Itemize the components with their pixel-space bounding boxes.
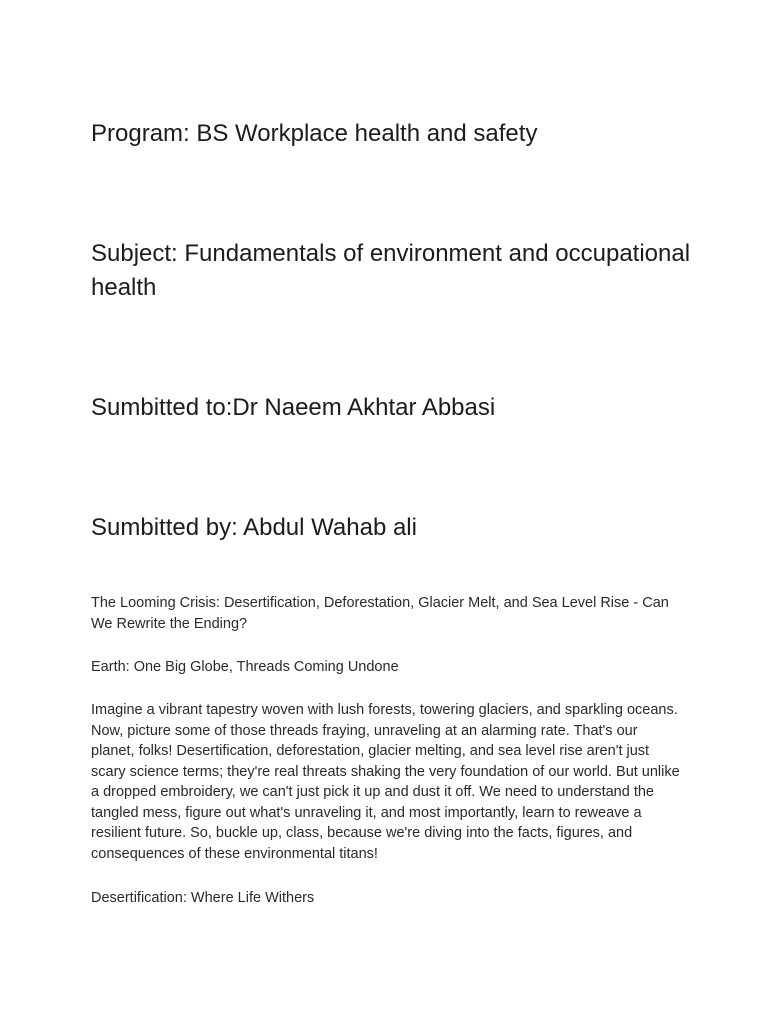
program-heading: Program: BS Workplace health and safety [91,120,538,147]
submitted-to-heading: Sumbitted to:Dr Naeem Akhtar Abbasi [91,394,496,421]
subsection-heading: Desertification: Where Life Withers [91,890,315,906]
submitted-by-heading: Sumbitted by: Abdul Wahab ali [91,514,417,541]
section-heading: Earth: One Big Globe, Threads Coming Undone [91,659,399,675]
document-title: The Looming Crisis: Desertification, Deforestation, Glacier Melt, and Sea Level Rise - Can We Rewrite the Ending? [91,595,669,632]
intro-paragraph: Imagine a vibrant tapestry woven with lush forests, towering glaciers, and sparkling oceans. Now, picture some of those threads fraying, unraveling at an alarming rate. That's our planet, folks! Desertification, deforestation, glacier melting, and sea level rise aren't just scary science terms; they're real threats shaking the very foundation of our world. But unlike a dropped embroidery, we can't just pick it up and dust it off. We need to understand the tangled mess, figure out what's unraveling it, and most importantly, learn to reweave a resilient future. So, buckle up, class, because we're diving into the facts, figures, and consequences of these environmental titans! [91,702,680,862]
subject-heading: Subject: Fundamentals of environment and occupational health [91,240,691,301]
